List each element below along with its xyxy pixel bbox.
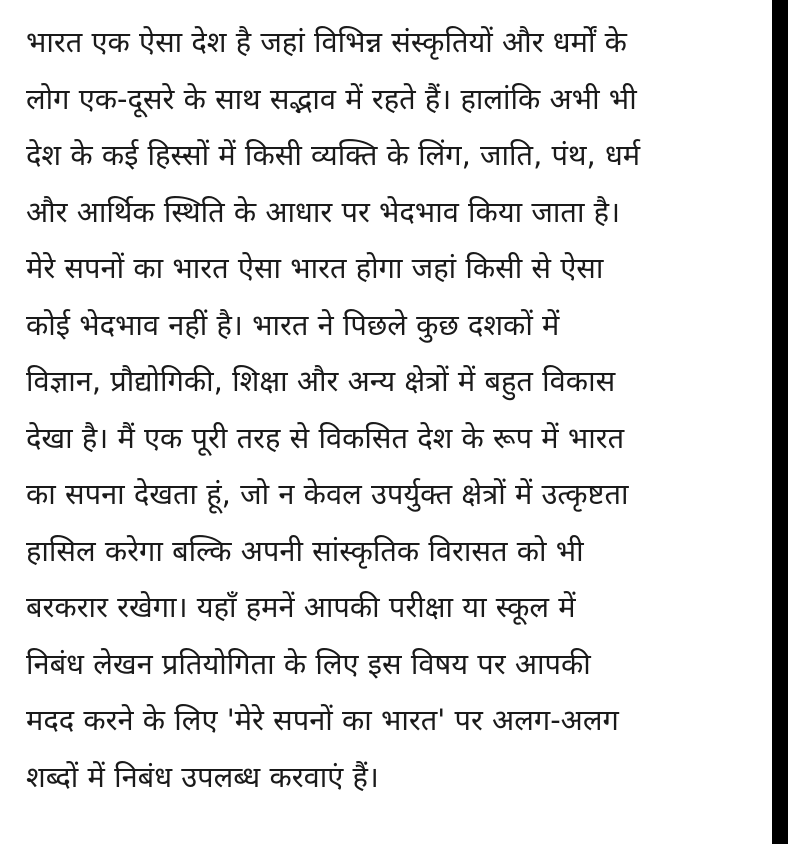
paragraph-line-13: मदद करने के लिए 'मेरे सपनों का भारत' पर अलग-अलग xyxy=(26,703,619,737)
essay-paragraph xyxy=(26,14,766,805)
paragraph-line-5: मेरे सपनों का भारत ऐसा भारत होगा जहां किसी से ऐसा xyxy=(26,251,604,285)
paragraph-line-2: लोग एक-दूसरे के साथ सद्भाव में रहते हैं। हालांकि अभी भी xyxy=(26,81,637,116)
paragraph-line-9: का सपना देखता हूं, जो न केवल उपर्युक्त क्षेत्रों में उत्कृष्टता xyxy=(26,477,629,511)
right-edge-bar xyxy=(772,0,788,844)
paragraph-line-4: और आर्थिक स्थिति के आधार पर भेदभाव किया जाता है। xyxy=(26,194,621,229)
paragraph-line-3: देश के कई हिस्सों में किसी व्यक्ति के लिंग, जाति, पंथ, धर्म xyxy=(26,138,641,172)
paragraph-line-6: कोई भेदभाव नहीं है। भारत ने पिछले कुछ दशकों में xyxy=(26,307,560,342)
paragraph-line-11: बरकरार रखेगा। यहाँ हमनें आपकी परीक्षा या स्कूल में xyxy=(26,590,576,624)
paragraph-line-1: भारत एक ऐसा देश है जहां विभिन्न संस्कृतियों और धर्मों के xyxy=(26,25,627,59)
paragraph-line-7: विज्ञान, प्रौद्योगिकी, शिक्षा और अन्य क्षेत्रों में बहुत विकास xyxy=(26,364,616,398)
paragraph-line-12: निबंध लेखन प्रतियोगिता के लिए इस विषय पर आपकी xyxy=(26,646,591,681)
paragraph-line-10: हासिल करेगा बल्कि अपनी सांस्कृतिक विरासत को भी xyxy=(26,533,584,568)
paragraph-line-8: देखा है। मैं एक पूरी तरह से विकसित देश के रूप में भारत xyxy=(26,420,625,455)
paragraph-line-14: शब्दों में निबंध उपलब्ध करवाएं हैं। xyxy=(26,759,379,794)
